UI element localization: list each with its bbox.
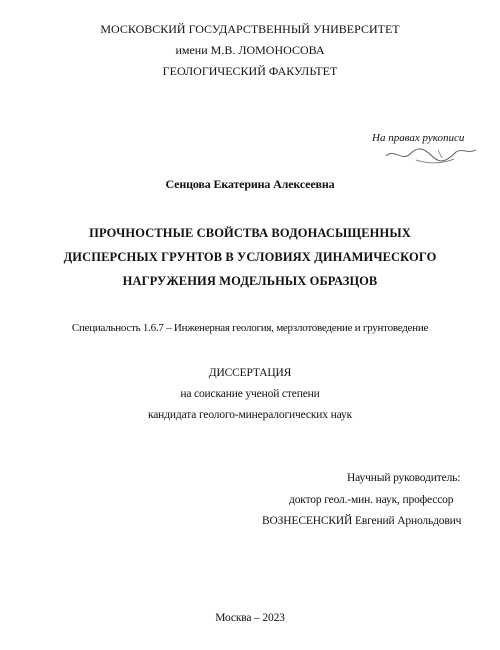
- document-type: ДИССЕРТАЦИЯ: [208, 367, 292, 379]
- signature-icon: [372, 142, 482, 168]
- author-name: Сенцова Екатерина Алексеевна: [165, 177, 335, 191]
- supervisor-label: Научный руководитель:: [347, 472, 461, 484]
- title-line: ПРОЧНОСТНЫЕ СВОЙСТВА ВОДОНАСЫЩЕННЫХ: [89, 226, 411, 240]
- title-line: ДИСПЕРСНЫХ ГРУНТОВ В УСЛОВИЯХ ДИНАМИЧЕСКОГО: [63, 250, 437, 264]
- supervisor-name: ВОЗНЕСЕНСКИЙ Евгений Арнольдович: [262, 515, 462, 527]
- faculty-name: ГЕОЛОГИЧЕСКИЙ ФАКУЛЬТЕТ: [162, 64, 338, 78]
- rights-note-block: [372, 132, 482, 168]
- supervisor-credentials: доктор геол.-мин. наук, профессор: [289, 494, 454, 506]
- city-year: Москва – 2023: [215, 612, 285, 624]
- rights-note: На правах рукописи: [372, 132, 465, 144]
- university-name: МОСКОВСКИЙ ГОСУДАРСТВЕННЫЙ УНИВЕРСИТЕТ: [100, 22, 400, 36]
- degree-line: на соискание ученой степени: [180, 388, 320, 400]
- specialty-line: Специальность 1.6.7 – Инженерная геология, мерзлотоведение и грунтоведение: [71, 322, 429, 334]
- title-line: НАГРУЖЕНИЯ МОДЕЛЬНЫХ ОБРАЗЦОВ: [122, 274, 378, 288]
- university-named-after: имени М.В. ЛОМОНОСОВА: [175, 43, 325, 57]
- degree-line: кандидата геолого-минералогических наук: [147, 409, 353, 421]
